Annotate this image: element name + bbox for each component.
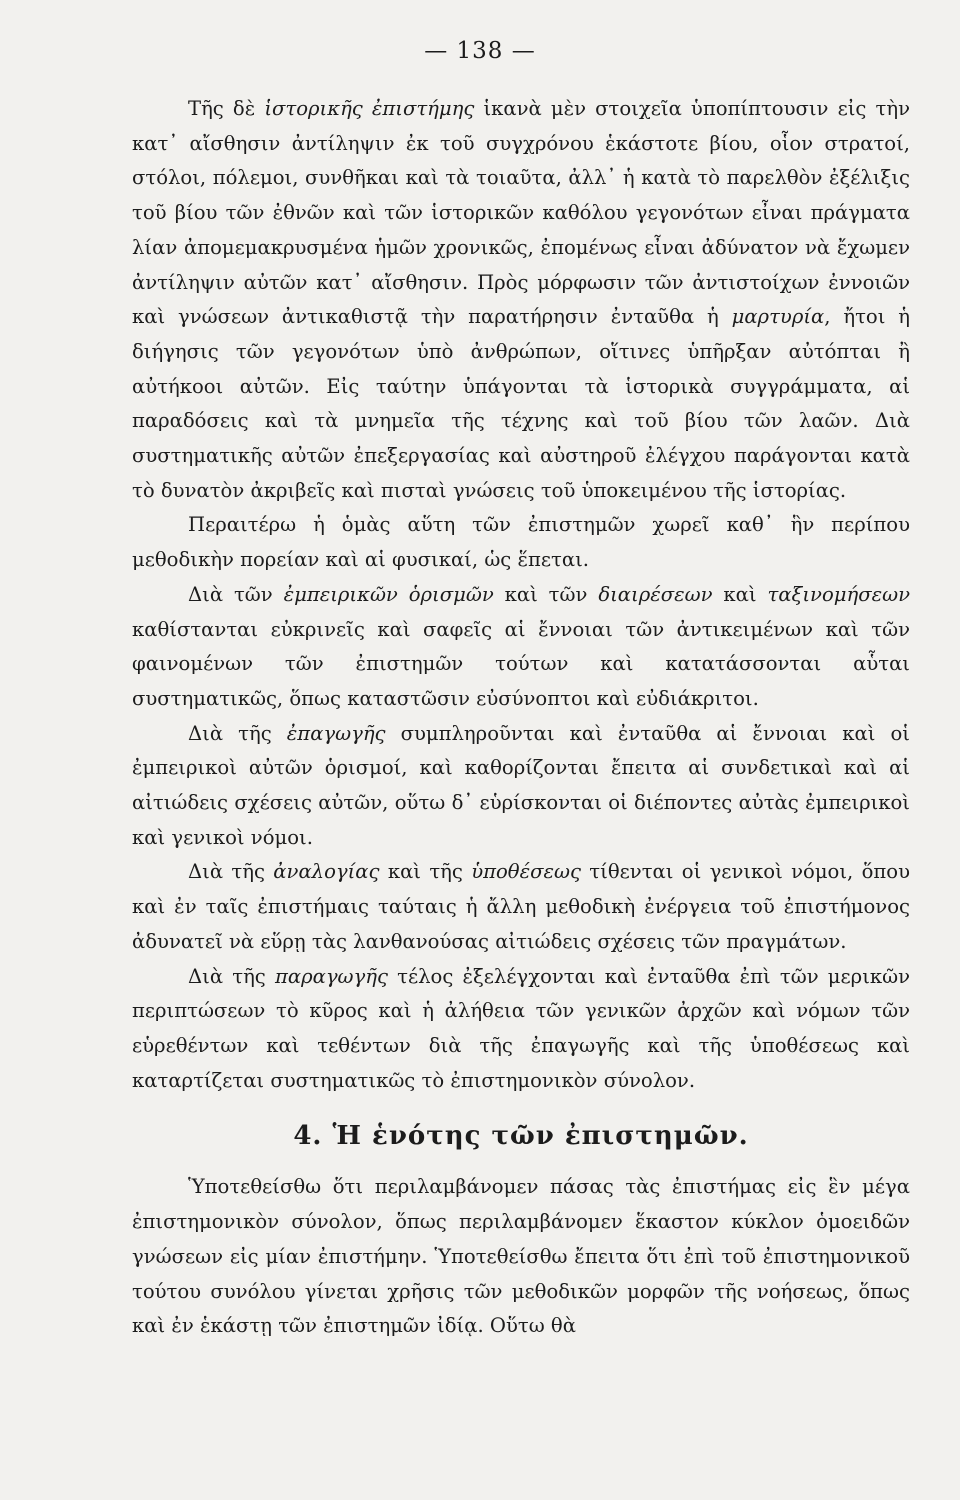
text-run: τίθενται οἱ γενικοὶ νόμοι, ὅπου καὶ ἐν ταῖς ἐπιστήμαις ταύταις ἡ ἄλλη μεθοδικὴ ἐνέργεια τοῦ ἐπιστήμονος ἀδυνατεῖ νὰ εὕρῃ τὰς λανθανούσας αἰτιώδεις σχέσεις τῶν πραγμάτων.: [132, 860, 910, 953]
italic-term: ἐπαγωγῆς: [286, 721, 386, 745]
text-run: συμπληροῦνται καὶ ἐνταῦθα αἱ ἔννοιαι καὶ οἱ ἐμπειρικοὶ αὐτῶν ὁρισμοί, καὶ καθορίζονται ἔπειτα αἱ συνδετικαὶ καὶ αἱ αἰτιώδεις σχέσεις αὐτῶν, οὕτω δ᾽ εὑρίσκονται οἱ διέποντες αὐτὰς ἐμπειρικοὶ καὶ γενικοὶ νόμοι.: [132, 721, 910, 849]
text-run: Περαιτέρω ἡ ὁμὰς αὕτη τῶν ἐπιστημῶν χωρεῖ καθ᾽ ἣν περίπου μεθοδικὴν πορείαν καὶ αἱ φυσικαί, ὡς ἕπεται.: [132, 513, 910, 572]
italic-term: ἀναλογίας: [273, 860, 380, 884]
body-paragraph: [132, 855, 910, 959]
text-run: Διὰ τῶν: [188, 582, 284, 606]
text-run: ἱκανὰ μὲν στοιχεῖα ὑποπίπτουσιν εἰς τὴν κατ᾽ αἴσθησιν ἀντίληψιν ἐκ τοῦ συγχρόνου ἑκάστοτε βίου, οἷον στρατοί, στόλοι, πόλεμοι, συνθῆκαι καὶ τὰ τοιαῦτα, ἀλλ᾽ ἡ κατὰ τὸ παρελθὸν ἐξέλιξις τοῦ βίου τῶν ἐθνῶν καὶ τῶν ἱστορικῶν καθόλου γεγονότων εἶναι πράγματα λίαν ἀπομεμακρυσμένα ἡμῶν χρονικῶς, ἐπομένως εἶναι ἀδύνατον νὰ ἔχωμεν ἀντίληψιν αὐτῶν κατ᾽ αἴσθησιν. Πρὸς μόρφωσιν τῶν ἀντιστοίχων ἐννοιῶν καὶ γνώσεων ἀντικαθιστᾷ τὴν παρατήρησιν ἐνταῦθα ἡ: [132, 97, 910, 329]
text-run: καὶ: [712, 582, 768, 606]
italic-term: παραγωγῆς: [274, 964, 388, 988]
text-run: καὶ τῆς: [379, 860, 472, 884]
body-paragraph: [132, 960, 910, 1099]
body-paragraph: [132, 717, 910, 856]
text-run: Διὰ τῆς: [188, 964, 275, 988]
closing-paragraph: Ὑποτεθείσθω ὅτι περιλαμβάνομεν πάσας τὰς ἐπιστήμας εἰς ἓν μέγα ἐπιστημονικὸν σύνολον, ὅπως περιλαμβάνομεν ἕκαστον κύκλον ὁμοειδῶν γνώσεων εἰς μίαν ἐπιστήμην. Ὑποτεθείσθω ἔπειτα ὅτι ἐπὶ τοῦ ἐπιστημονικοῦ τούτου συνόλου γίνεται χρῆσις τῶν μεθοδικῶν μορφῶν τῆς νοήσεως, ὅπως καὶ ἐν ἑκάστῃ τῶν ἐπιστημῶν ἰδίᾳ. Οὕτω θὰ: [132, 1175, 910, 1338]
text-run: Διὰ τῆς: [188, 860, 274, 884]
page-number: — 138 —: [424, 38, 536, 64]
body-paragraph: [132, 578, 910, 717]
text-run: Τῆς δὲ: [188, 97, 265, 120]
text-run: Διὰ τῆς: [188, 721, 287, 745]
italic-term: ὑποθέσεως: [471, 860, 581, 884]
body-paragraph: [132, 508, 910, 577]
section-heading: 4. Ἡ ἑνότης τῶν ἐπιστημῶν.: [293, 1121, 749, 1152]
italic-term: ταξινομήσεων: [767, 582, 910, 606]
body-text: [132, 92, 910, 1344]
text-run: καὶ τῶν: [493, 582, 599, 606]
italic-term: διαιρέσεων: [598, 582, 713, 606]
body-paragraph: [132, 92, 910, 508]
text-run: καθίστανται εὐκρινεῖς καὶ σαφεῖς αἱ ἔννοιαι τῶν ἀντικειμένων καὶ τῶν φαινομένων τῶν ἐπιστημῶν τούτων καὶ κατατάσσονται αὗται συστηματικῶς, ὅπως καταστῶσιν εὐσύνοπτοι καὶ εὐδιάκριτοι.: [132, 617, 910, 710]
text-run: τέλος ἐξελέγχονται καὶ ἐνταῦθα ἐπὶ τῶν μερικῶν περιπτώσεων τὸ κῦρος καὶ ἡ ἀλήθεια τῶν γενικῶν ἀρχῶν καὶ νόμων τῶν εὑρεθέντων καὶ τεθέντων διὰ τῆς ἐπαγωγῆς καὶ τῆς ὑποθέσεως καὶ καταρτίζεται συστηματικῶς τὸ ἐπιστημονικὸν σύνολον.: [132, 964, 911, 1092]
paragraph-list: [132, 92, 910, 1098]
italic-term: ἐμπειρικῶν ὁρισμῶν: [283, 582, 494, 606]
italic-term: ἱστορικῆς ἐπιστήμης: [264, 97, 475, 120]
italic-term: μαρτυρία: [731, 305, 825, 329]
text-run: , ἤτοι ἡ διήγησις τῶν γεγονότων ὑπὸ ἀνθρώπων, οἵτινες ὑπῆρξαν αὐτόπται ἢ αὐτήκοοι αὐτῶν. Εἰς ταύτην ὑπάγονται τὰ ἱστορικὰ συγγράμματα, αἱ παραδόσεις καὶ τὰ μνημεῖα τῆς τέχνης καὶ τοῦ βίου τῶν λαῶν. Διὰ συστηματικῆς αὐτῶν ἐπεξεργασίας καὶ αὐστηροῦ ἐλέγχου παράγονται κατὰ τὸ δυνατὸν ἀκριβεῖς καὶ πισταὶ γνώσεις τοῦ ὑποκειμένου τῆς ἱστορίας.: [132, 305, 911, 502]
